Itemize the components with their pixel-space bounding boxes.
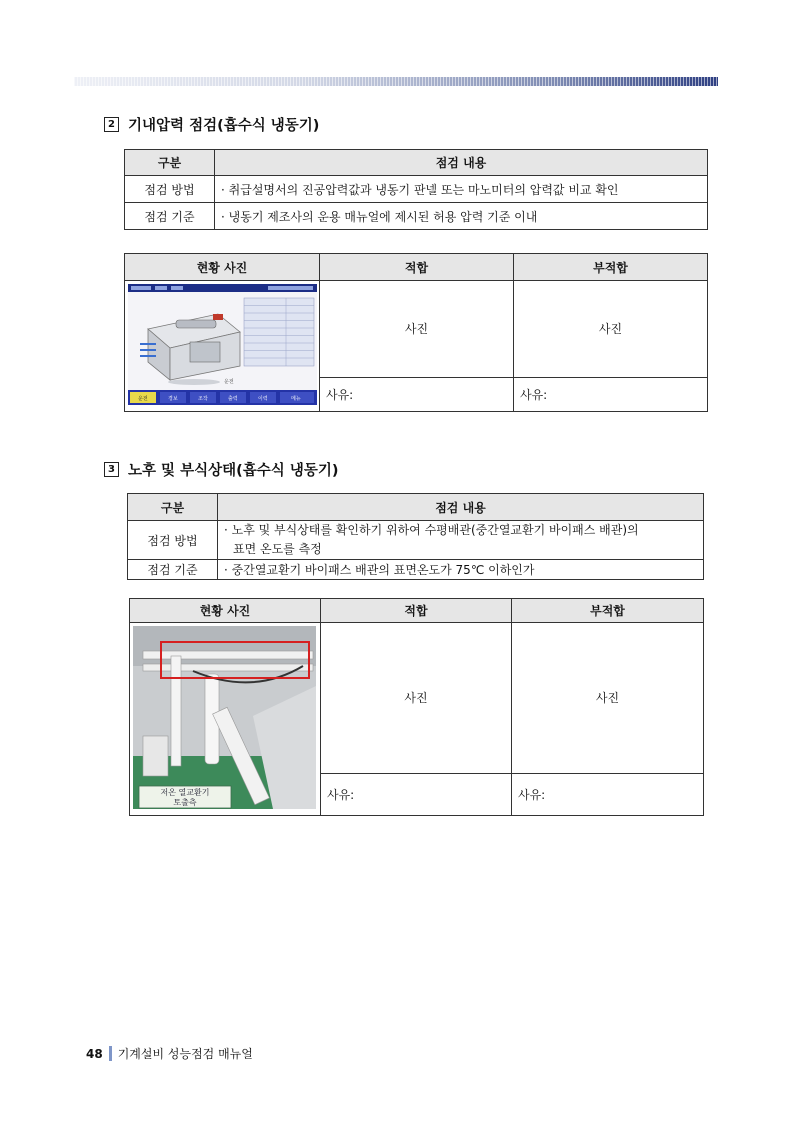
screen-tab-4: 출력 — [228, 396, 238, 402]
row-method-label: 점검 방법 — [125, 176, 215, 203]
header-unfit: 부적합 — [512, 599, 704, 623]
photo-label-line-1: 저온 열교환기 — [160, 788, 210, 797]
unfit-reason-cell[interactable]: 사유: — [512, 773, 704, 815]
section-2-title — [104, 459, 339, 480]
header-photo: 현황 사진 — [130, 599, 321, 623]
chiller-control-screen-image — [128, 284, 317, 405]
page-number: 48 — [86, 1046, 103, 1061]
row-criteria-text: · 중간열교환기 바이패스 배관의 표면온도가 75℃ 이하인가 — [218, 560, 704, 580]
row-method-label: 점검 방법 — [128, 521, 218, 560]
section-1-number: 2 — [104, 117, 119, 132]
header-category: 구분 — [125, 150, 215, 176]
row-criteria-text: · 냉동기 제조사의 운용 매뉴얼에 제시된 허용 압력 기준 이내 — [215, 203, 708, 230]
section-1-title-text: 기내압력 점검(흡수식 냉동기) — [128, 118, 320, 134]
readings-panel — [244, 298, 314, 366]
unfit-reason-cell[interactable]: 사유: — [514, 377, 708, 411]
header-content: 점검 내용 — [218, 494, 704, 521]
screen-tab-6: 메뉴 — [291, 396, 301, 402]
status-photo-cell — [130, 623, 321, 816]
footer-title: 기계설비 성능점검 매뉴얼 — [117, 1047, 253, 1061]
fit-photo-cell[interactable]: 사진 — [320, 281, 514, 378]
row-method-text — [218, 521, 704, 560]
unfit-photo-cell[interactable]: 사진 — [514, 281, 708, 378]
inspection-table-1 — [124, 149, 708, 230]
row-criteria-label: 점검 기준 — [128, 560, 218, 580]
row-method-text-line-1: · 노후 및 부식상태를 확인하기 위하여 수평배관(중간열교환기 바이패스 배관)의 — [224, 523, 639, 537]
page-footer — [86, 1045, 253, 1062]
header-unfit: 부적합 — [514, 254, 708, 281]
screen-caption: 운전 — [224, 379, 234, 385]
photo-table-2 — [129, 598, 704, 816]
header-decoration-bar — [74, 77, 718, 86]
footer-divider — [109, 1046, 112, 1061]
screen-tab-2: 경보 — [168, 396, 178, 402]
unfit-photo-cell[interactable]: 사진 — [512, 623, 704, 774]
bypass-pipe-photo — [133, 626, 316, 809]
screen-tab-3: 조작 — [198, 396, 208, 402]
row-method-text-line-2: 표면 온도를 측정 — [233, 542, 322, 556]
header-fit: 적합 — [320, 254, 514, 281]
section-2-number: 3 — [104, 462, 119, 477]
photo-table-1 — [124, 253, 708, 412]
fit-reason-cell[interactable]: 사유: — [321, 773, 512, 815]
screen-tab-1: 운전 — [138, 396, 148, 402]
header-photo: 현황 사진 — [125, 254, 320, 281]
screen-tab-bar — [128, 390, 317, 405]
header-category: 구분 — [128, 494, 218, 521]
row-criteria-label: 점검 기준 — [125, 203, 215, 230]
inspection-table-2 — [127, 493, 704, 580]
fit-photo-cell[interactable]: 사진 — [321, 623, 512, 774]
header-fit: 적합 — [321, 599, 512, 623]
section-1-title — [104, 114, 319, 135]
fit-reason-cell[interactable]: 사유: — [320, 377, 514, 411]
photo-label-line-2: 토출측 — [173, 798, 197, 807]
section-2-title-text: 노후 및 부식상태(흡수식 냉동기) — [128, 463, 339, 479]
screen-tab-5: 이력 — [258, 396, 268, 402]
status-photo-cell — [125, 281, 320, 412]
header-content: 점검 내용 — [215, 150, 708, 176]
row-method-text: · 취급설명서의 진공압력값과 냉동기 판넬 또는 마노미터의 압력값 비교 확인 — [215, 176, 708, 203]
